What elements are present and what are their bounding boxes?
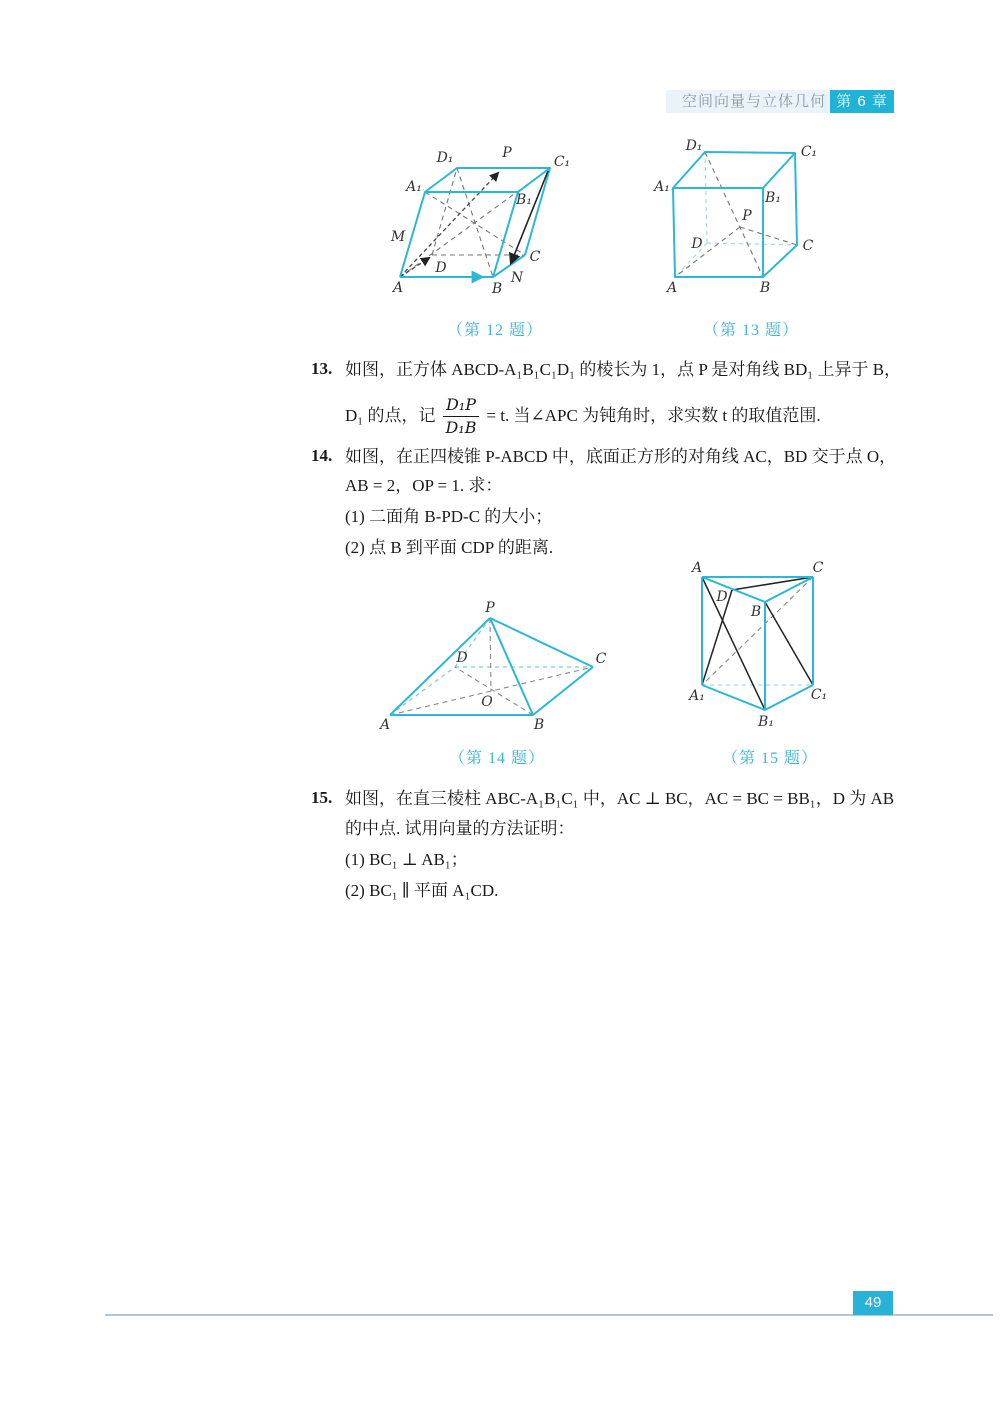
- vertex-label-b: B: [750, 604, 762, 620]
- vertex-label-c1: C₁: [800, 144, 818, 160]
- fraction-denominator: D₁B: [445, 417, 477, 437]
- vertex-label-a1: A₁: [406, 179, 422, 195]
- vertex-label-a1: A₁: [654, 179, 670, 195]
- problem-13-line2-post: = t. 当∠APC 为钝角时，求实数 t 的取值范围.: [486, 406, 821, 425]
- vertex-label-d: D: [691, 236, 703, 252]
- vertex-label-a1: A₁: [689, 688, 705, 704]
- problem-13-line-2: [345, 390, 821, 442]
- vertex-label-p: P: [742, 208, 752, 224]
- figure-problem-12: [375, 133, 620, 310]
- vertex-label-c: C: [595, 651, 607, 667]
- problem-14-line-2: AB = 2，OP = 1. 求：: [345, 476, 503, 495]
- problem-15-number: 15.: [311, 788, 333, 807]
- problem-14-item-1: (1) 二面角 B-PD-C 的大小；: [345, 507, 553, 526]
- vertex-label-b1: B₁: [758, 714, 774, 730]
- vertex-label-d: D: [716, 589, 728, 605]
- figure-15-caption: （第 15 题）: [721, 750, 818, 767]
- vertex-label-d1: D₁: [436, 150, 454, 166]
- problem-14-item-2: (2) 点 B 到平面 CDP 的距离.: [345, 538, 554, 557]
- vertex-label-p: P: [502, 145, 512, 161]
- figure-12-caption: （第 12 题）: [446, 322, 543, 339]
- vertex-label-n: N: [510, 270, 524, 286]
- page-number-badge: 49: [853, 1291, 893, 1315]
- vertex-label-d: D: [435, 260, 447, 276]
- vertex-label-b: B: [533, 717, 545, 733]
- problem-13-line2-pre: D₁ 的点，记: [345, 406, 436, 425]
- vertex-label-m: M: [390, 229, 406, 245]
- problem-13-line-1: 如图，正方体 ABCD-A₁B₁C₁D₁ 的棱长为 1，点 P 是对角线 BD₁ 上异于 B，: [345, 360, 902, 379]
- problem-15-line-1: 如图，在直三棱柱 ABC-A₁B₁C₁ 中，AC ⊥ BC，AC = BC = BB₁，D 为 AB: [345, 789, 895, 808]
- figure-problem-13: [650, 138, 825, 300]
- vertex-label-d1: D₁: [685, 138, 703, 154]
- problem-14-number: 14.: [311, 446, 333, 465]
- vertex-label-d: D: [456, 650, 468, 666]
- vertex-label-b: B: [491, 281, 503, 297]
- fraction-d1p-over-d1b: [442, 395, 479, 436]
- cube-solid-edges: [673, 152, 797, 277]
- vertex-label-c1: C₁: [553, 154, 571, 170]
- vertex-label-a: A: [666, 280, 678, 296]
- figure-problem-15: [675, 555, 840, 737]
- vertex-label-a: A: [691, 560, 703, 576]
- figure-13-vertex-labels: [652, 138, 817, 296]
- figure-problem-14: [370, 595, 615, 737]
- vertex-label-c: C: [802, 238, 814, 254]
- vertex-label-b1: B₁: [765, 190, 781, 206]
- vertex-label-b: B: [759, 280, 771, 296]
- problem-13-number: 13.: [311, 359, 333, 378]
- vertex-label-a: A: [379, 717, 391, 733]
- problem-15-item-1: (1) BC₁ ⊥ AB₁；: [345, 850, 468, 869]
- chapter-title: 空间向量与立体几何: [666, 90, 842, 113]
- vertex-label-c: C: [812, 560, 824, 576]
- parallelepiped-hidden-edges: [432, 168, 525, 255]
- vertex-label-a: A: [392, 280, 404, 296]
- chapter-badge: 第 6 章: [830, 90, 894, 113]
- vertex-label-b1: B₁: [516, 192, 532, 208]
- vertex-label-c1: C₁: [810, 687, 828, 703]
- figure-13-caption: （第 13 题）: [702, 322, 799, 339]
- vertex-label-o: O: [481, 694, 493, 710]
- fraction-numerator: D₁P: [443, 395, 479, 416]
- figure-14-caption: （第 14 题）: [448, 750, 545, 767]
- problem-15-item-2: (2) BC₁ ∥ 平面 A₁CD.: [345, 881, 499, 900]
- problem-14-line-1: 如图，在正四棱锥 P-ABCD 中，底面正方形的对角线 AC，BD 交于点 O，: [345, 447, 897, 466]
- vertex-label-c: C: [529, 249, 541, 265]
- vertex-label-p: P: [485, 600, 495, 616]
- problem-15-line-2: 的中点. 试用向量的方法证明：: [345, 819, 575, 838]
